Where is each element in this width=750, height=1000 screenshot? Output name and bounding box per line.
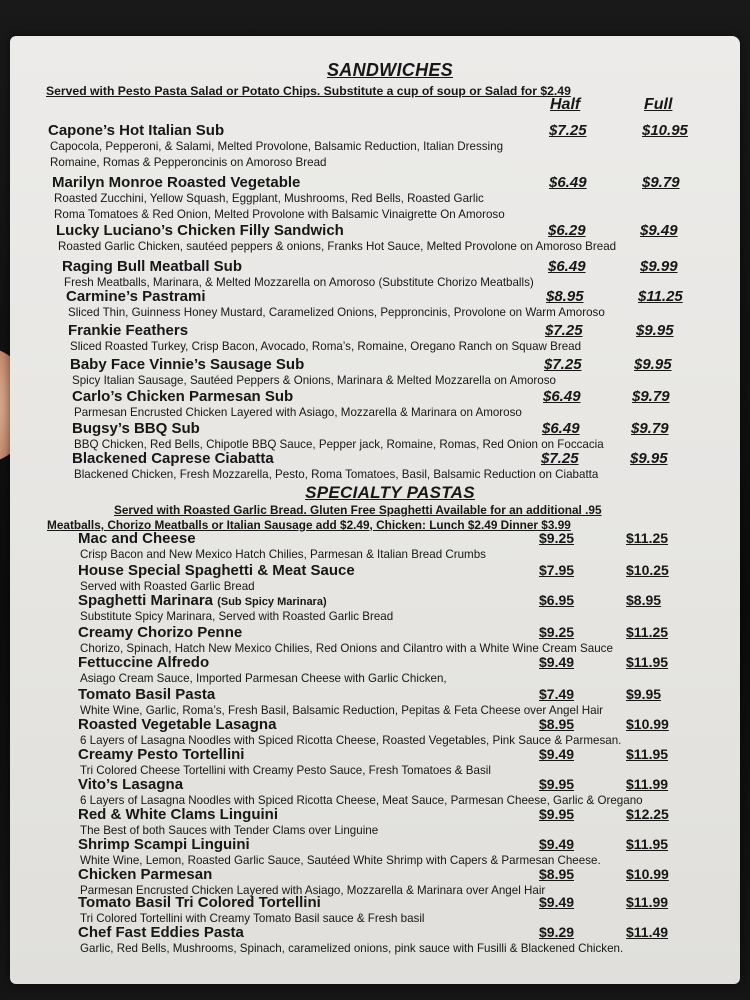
pasta-item-title: Chicken Parmesan — [78, 866, 213, 883]
pasta-item-description: Tri Colored Tortellini with Creamy Tomato Basil sauce & Fresh basil — [80, 912, 425, 925]
sandwiches-subtitle: Served with Pesto Pasta Salad or Potato Chips. Substitute a cup of soup or Salad for $2.49 — [46, 84, 571, 98]
pasta-lunch-price: $7.95 — [539, 562, 575, 578]
sandwich-half-price: $7.25 — [541, 450, 579, 467]
pasta-item-name — [78, 776, 183, 793]
pasta-item-title: Tomato Basil Tri Colored Tortellini — [78, 894, 321, 911]
pasta-item-name — [78, 624, 242, 641]
pasta-dinner-price: $10.99 — [626, 866, 669, 882]
pasta-item-title: Chef Fast Eddies Pasta — [78, 924, 244, 941]
pasta-lunch-price: $9.49 — [539, 654, 575, 670]
pasta-item-title: Roasted Vegetable Lasagna — [78, 716, 277, 733]
pasta-item-name — [78, 716, 276, 733]
pasta-lunch-price: $9.49 — [539, 746, 575, 762]
pasta-lunch-price: $7.49 — [539, 686, 575, 702]
sandwich-item-description: Fresh Meatballs, Marinara, & Melted Mozzarella on Amoroso (Substitute Chorizo Meatballs) — [64, 276, 534, 289]
sandwich-item-name: Capone’s Hot Italian Sub — [48, 122, 225, 139]
pasta-item-description: Garlic, Red Bells, Mushrooms, Spinach, caramelized onions, pink sauce with Fusilli & Blackened Chicken. — [80, 942, 624, 955]
sandwich-full-price: $10.95 — [642, 122, 688, 139]
pasta-dinner-price: $11.99 — [626, 776, 669, 792]
sandwich-full-price: $9.95 — [636, 322, 674, 339]
sandwich-item-description: Roasted Zucchini, Yellow Squash, Eggplant, Mushrooms, Red Bells, Roasted Garlic — [54, 192, 484, 205]
pasta-item-name — [78, 530, 196, 547]
sandwich-item-description: BBQ Chicken, Red Bells, Chipotle BBQ Sauce, Pepper jack, Romaine, Romas, Red Onion on Foccacia — [74, 438, 604, 451]
pasta-dinner-price: $11.49 — [626, 924, 669, 940]
pasta-item-title: Creamy Pesto Tortellini — [78, 746, 245, 763]
pasta-dinner-price: $12.25 — [626, 806, 669, 822]
menu-page — [10, 36, 740, 984]
sandwich-half-price: $6.29 — [548, 222, 586, 239]
pastas-subtitle-1: Served with Roasted Garlic Bread. Gluten Free Spaghetti Available for an additional .95 — [114, 503, 602, 517]
full-column-header: Full — [644, 96, 673, 113]
sandwich-half-price: $7.25 — [544, 356, 582, 373]
pasta-lunch-price: $9.25 — [539, 624, 575, 640]
pasta-lunch-price: $9.95 — [539, 806, 575, 822]
sandwiches-title: SANDWICHES — [326, 60, 453, 80]
sandwich-half-price: $6.49 — [549, 174, 587, 191]
pasta-item-title: Mac and Cheese — [78, 530, 196, 547]
pasta-item-title: Creamy Chorizo Penne — [78, 624, 243, 641]
pasta-dinner-price: $9.95 — [626, 686, 662, 702]
pasta-item-title: Red & White Clams Linguini — [78, 806, 279, 823]
sandwich-half-price: $6.49 — [542, 420, 580, 437]
sandwich-item-description: Parmesan Encrusted Chicken Layered with Asiago, Mozzarella & Marinara on Amoroso — [74, 406, 522, 419]
pasta-dinner-price: $11.99 — [626, 894, 669, 910]
pasta-lunch-price: $9.49 — [539, 836, 575, 852]
pasta-item-description: 6 Layers of Lasagna Noodles with Spiced Ricotta Cheese, Meat Sauce, Parmesan Cheese, Garlic & Oregano — [80, 794, 643, 807]
sandwich-item-description: Capocola, Pepperoni, & Salami, Melted Provolone, Balsamic Reduction, Italian Dressing — [50, 140, 504, 153]
sandwich-item-description: Sliced Roasted Turkey, Crisp Bacon, Avocado, Roma’s, Romaine, Oregano Ranch on Squaw Bread — [70, 340, 582, 353]
sandwich-full-price: $9.99 — [640, 258, 678, 275]
pasta-item-title: Vito’s Lasagna — [78, 776, 184, 793]
sandwich-item-description: Roasted Garlic Chicken, sautéed peppers & onions, Franks Hot Sauce, Melted Provolone on Amoroso Bread — [58, 240, 617, 253]
pasta-item-name — [78, 654, 209, 671]
sandwich-full-price: $9.79 — [632, 388, 670, 405]
sandwich-item-name: Marilyn Monroe Roasted Vegetable — [52, 174, 301, 191]
sandwich-half-price: $7.25 — [545, 322, 583, 339]
pasta-dinner-price: $11.25 — [626, 530, 669, 546]
sandwich-item-name: Baby Face Vinnie’s Sausage Sub — [70, 356, 305, 373]
pasta-item-name — [78, 924, 244, 941]
sandwich-full-price: $9.95 — [630, 450, 668, 467]
pasta-item-title: House Special Spaghetti & Meat Sauce — [78, 562, 355, 579]
pasta-lunch-price: $8.95 — [539, 716, 575, 732]
pasta-dinner-price: $8.95 — [626, 592, 662, 608]
sandwich-item-description: Spicy Italian Sausage, Sautéed Peppers & Onions, Marinara & Melted Mozzarella on Amoroso — [72, 374, 556, 387]
sandwich-item-name: Carmine’s Pastrami — [66, 288, 206, 305]
pasta-lunch-price: $9.25 — [539, 530, 575, 546]
pasta-item-title: Spaghetti Marinara — [78, 592, 214, 609]
pasta-item-description: Asiago Cream Sauce, Imported Parmesan Cheese with Garlic Chicken, — [80, 672, 447, 685]
sandwich-full-price: $11.25 — [638, 288, 683, 305]
pasta-item-name — [78, 806, 278, 823]
pasta-item-description: Substitute Spicy Marinara, Served with Roasted Garlic Bread — [80, 610, 394, 623]
pasta-dinner-price: $11.95 — [626, 746, 669, 762]
sandwich-item-name: Blackened Caprese Ciabatta — [72, 450, 274, 467]
pasta-lunch-price: $9.29 — [539, 924, 575, 940]
pasta-dinner-price: $10.99 — [626, 716, 669, 732]
sandwich-item-description: Roma Tomatoes & Red Onion, Melted Provolone with Balsamic Vinaigrette On Amoroso — [54, 208, 505, 221]
sandwich-full-price: $9.49 — [640, 222, 678, 239]
pasta-item-description: Crisp Bacon and New Mexico Hatch Chilies, Parmesan & Italian Bread Crumbs — [80, 548, 486, 561]
sandwich-half-price: $8.95 — [546, 288, 584, 305]
sandwich-item-description: Romaine, Romas & Pepperoncinis on Amoroso Bread — [50, 156, 327, 169]
pasta-item-name — [78, 746, 244, 763]
pasta-lunch-price: $6.95 — [539, 592, 575, 608]
sandwich-item-name: Bugsy’s BBQ Sub — [72, 420, 200, 437]
sandwich-item-name: Raging Bull Meatball Sub — [62, 258, 243, 275]
pasta-item-description: Parmesan Encrusted Chicken Layered with Asiago, Mozzarella & Marinara over Angel Hair — [80, 884, 546, 897]
pasta-item-title: Shrimp Scampi Linguini — [78, 836, 250, 853]
sandwich-full-price: $9.79 — [631, 420, 669, 437]
sandwich-half-price: $6.49 — [543, 388, 581, 405]
pastas-subtitle-2: Meatballs, Chorizo Meatballs or Italian Sausage add $2.49, Chicken: Lunch $2.49 Dinner $3.99 — [47, 518, 571, 532]
pasta-lunch-price: $9.95 — [539, 776, 575, 792]
sandwich-item-name: Lucky Luciano’s Chicken Filly Sandwich — [56, 222, 344, 239]
sandwich-half-price: $7.25 — [549, 122, 587, 139]
pasta-item-name — [78, 894, 321, 911]
sandwich-item-name: Frankie Feathers — [68, 322, 189, 339]
pasta-dinner-price: $11.95 — [626, 654, 669, 670]
pasta-item-description: Served with Roasted Garlic Bread — [80, 580, 255, 593]
sandwich-full-price: $9.79 — [642, 174, 680, 191]
pasta-item-description: White Wine, Garlic, Roma’s, Fresh Basil, Balsamic Reduction, Pepitas & Feta Cheese over Angel Hair — [80, 704, 604, 717]
sandwich-item-description: Blackened Chicken, Fresh Mozzarella, Pesto, Roma Tomatoes, Basil, Balsamic Reduction on Ciabatta — [74, 468, 599, 481]
pasta-lunch-price: $8.95 — [539, 866, 575, 882]
pasta-dinner-price: $11.95 — [626, 836, 669, 852]
pasta-item-description: 6 Layers of Lasagna Noodles with Spiced Ricotta Cheese, Roasted Vegetables, Pink Sauce & Parmesan. — [80, 734, 622, 747]
sandwich-full-price: $9.95 — [634, 356, 672, 373]
pasta-item-note: (Sub Spicy Marinara) — [217, 596, 327, 608]
pasta-item-name — [78, 866, 212, 883]
pasta-item-name — [78, 562, 355, 579]
pasta-lunch-price: $9.49 — [539, 894, 575, 910]
pasta-dinner-price: $11.25 — [626, 624, 669, 640]
pasta-item-name — [78, 836, 250, 853]
sandwich-half-price: $6.49 — [548, 258, 586, 275]
pasta-item-description: Tri Colored Cheese Tortellini with Creamy Pesto Sauce, Fresh Tomatoes & Basil — [80, 764, 491, 777]
pasta-item-name — [78, 686, 215, 703]
sandwich-item-description: Sliced Thin, Guinness Honey Mustard, Caramelized Onions, Pepproncinis, Provolone on Warm Amoroso — [68, 306, 605, 319]
pastas-title: SPECIALTY PASTAS — [305, 483, 475, 502]
pasta-item-name — [78, 592, 327, 609]
sandwich-item-name: Carlo’s Chicken Parmesan Sub — [72, 388, 294, 405]
pasta-item-title: Fettuccine Alfredo — [78, 654, 210, 671]
pasta-item-description: Chorizo, Spinach, Hatch New Mexico Chilies, Red Onions and Cilantro with a White Wine Cream Sauce — [80, 642, 613, 655]
half-column-header: Half — [550, 96, 581, 113]
pasta-item-description: White Wine, Lemon, Roasted Garlic Sauce, Sautéed White Shrimp with Capers & Parmesan Cheese. — [80, 854, 601, 867]
pasta-item-title: Tomato Basil Pasta — [78, 686, 216, 703]
pasta-item-description: The Best of both Sauces with Tender Clams over Linguine — [80, 824, 379, 837]
pasta-dinner-price: $10.25 — [626, 562, 669, 578]
